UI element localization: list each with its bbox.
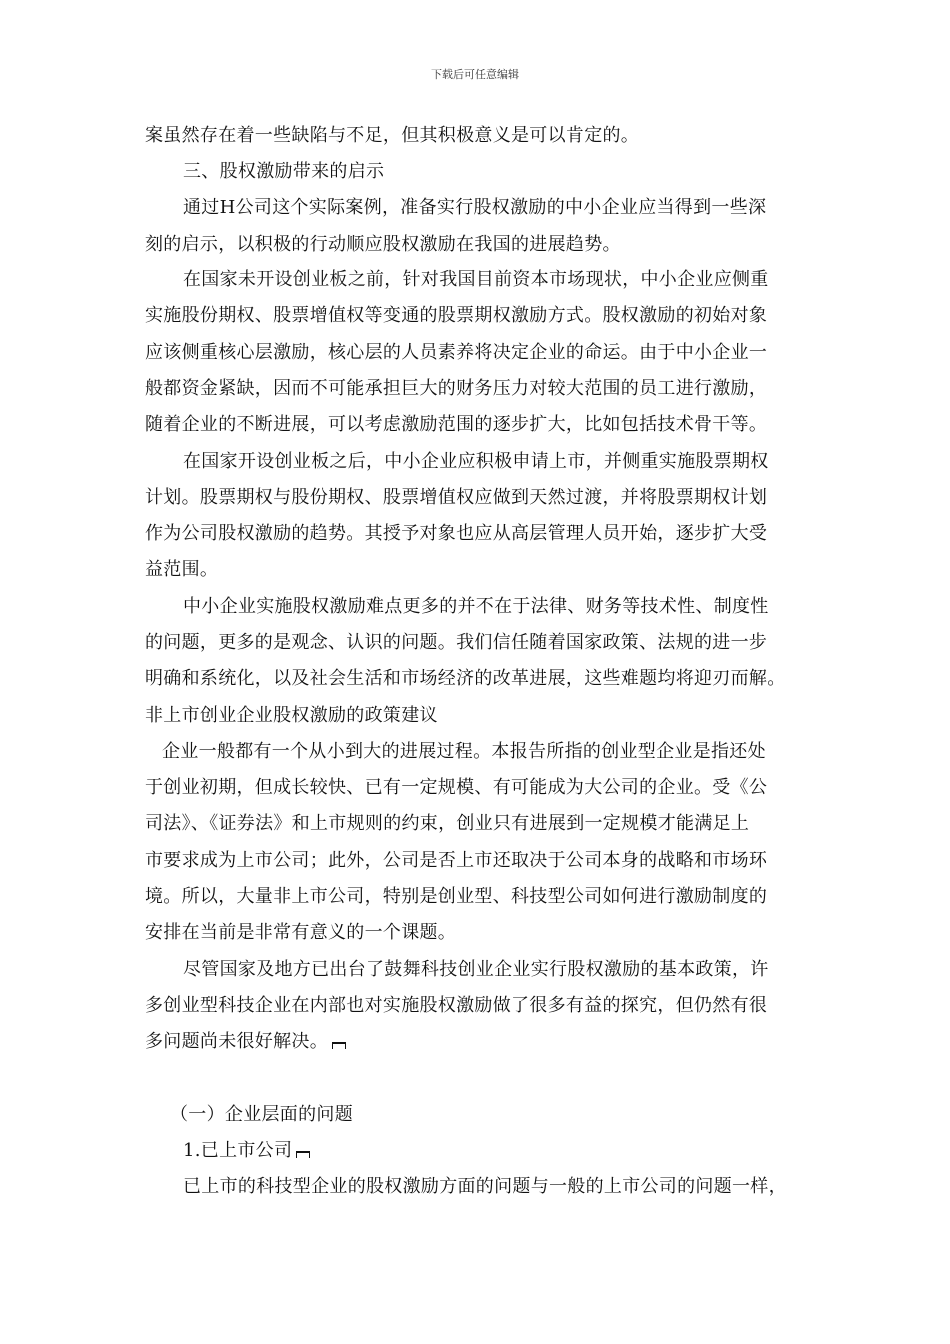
body-line: 在国家开设创业板之后，中小企业应积极申请上市，并侧重实施股票期权 [183,451,769,472]
body-line: 司法》、《证券法》和上市规则的约束，创业只有进展到一定规模才能满足上 [145,813,750,834]
body-line: 计划。股票期权与股份期权、股票增值权应做到天然过渡，并将股票期权计划 [145,487,768,508]
body-line: 多创业型科技企业在内部也对实施股权激励做了很多有益的探究，但仍然有很 [145,995,768,1016]
body-line: 市要求成为上市公司；此外，公司是否上市还取决于公司本身的战略和市场环 [145,850,768,871]
body-line: 中小企业实施股权激励难点更多的并不在于法律、财务等技术性、制度性 [183,596,769,617]
body-line: 作为公司股权激励的趋势。其授予对象也应从高层管理人员开始，逐步扩大受 [145,523,768,544]
subsection-heading [183,1139,310,1163]
body-line: 明确和系统化，以及社会生活和市场经济的改革进展，这些难题均将迎刃而解。 [145,668,786,689]
body-line [145,1030,346,1054]
body-line: 的问题，更多的是观念、认识的问题。我们信任随着国家政策、法规的进一步 [145,632,768,653]
subsection-text: 1.已上市公司 [183,1140,293,1161]
body-line: 通过H公司这个实际案例，准备实行股权激励的中小企业应当得到一些深 [183,197,767,218]
body-line: 案虽然存在着一些缺陷与不足，但其积极意义是可以肯定的。 [145,125,640,146]
subsection-heading: （一）企业层面的问题 [170,1104,353,1125]
footnote-mark-icon [332,1042,346,1049]
body-line: 境。所以，大量非上市公司，特别是创业型、科技型公司如何进行激励制度的 [145,886,768,907]
section-heading: 非上市创业企业股权激励的政策建议 [145,705,438,726]
body-line: 般都资金紧缺，因而不可能承担巨大的财务压力对较大范围的员工进行激励， [145,378,768,399]
body-line: 益范围。 [145,559,219,580]
body-line: 于创业初期，但成长较快、已有一定规模、有可能成为大公司的企业。受《公 [145,777,768,798]
body-line: 已上市的科技型企业的股权激励方面的问题与一般的上市公司的问题一样， [183,1176,787,1197]
body-line: 刻的启示，以积极的行动顺应股权激励在我国的进展趋势。 [145,234,621,255]
body-line: 尽管国家及地方已出台了鼓舞科技创业企业实行股权激励的基本政策，许 [183,959,769,980]
body-line: 实施股份期权、股票增值权等变通的股票期权激励方式。股权激励的初始对象 [145,305,768,326]
body-line: 企业一般都有一个从小到大的进展过程。本报告所指的创业型企业是指还处 [162,741,766,762]
body-line: 安排在当前是非常有意义的一个课题。 [145,922,457,943]
body-line: 应该侧重核心层激励，核心层的人员素养将决定企业的命运。由于中小企业一 [145,342,768,363]
body-line-text: 多问题尚未很好解决。 [145,1031,328,1052]
body-line: 随着企业的不断进展，可以考虑激励范围的逐步扩大，比如包括技术骨干等。 [145,414,768,435]
body-line: 在国家未开设创业板之前，针对我国目前资本市场现状，中小企业应侧重 [183,269,769,290]
footnote-mark-icon [296,1151,310,1158]
page-header: 下载后可任意编辑 [431,68,519,81]
section-heading: 三、股权激励带来的启示 [183,161,385,182]
